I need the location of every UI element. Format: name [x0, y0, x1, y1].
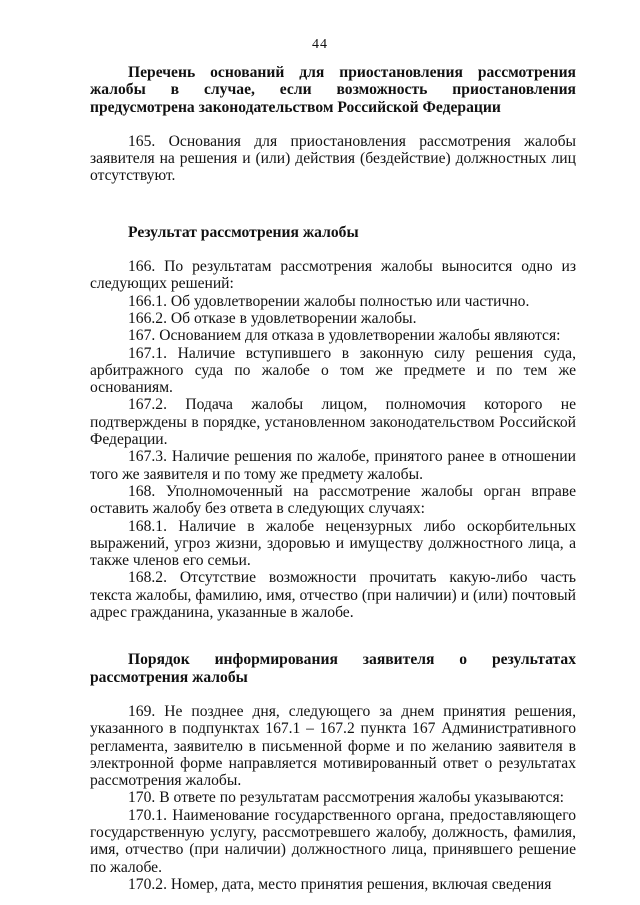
page-number: 44 [312, 37, 328, 52]
paragraph-165: 165. Основания для приостановления рассмотрения жалобы заявителя на решения и (или) действия (бездействие) должностных лиц отсутствуют. [90, 132, 576, 185]
paragraph-168: 168. Уполномоченный на рассмотрение жалобы орган вправе оставить жалобу без ответа в следующих случаях: [90, 482, 576, 518]
paragraph-167-2: 167.2. Подача жалобы лицом, полномочия которого не подтверждены в порядке, установленном законодательством Российской Федерации. [90, 396, 576, 449]
paragraph-168-1: 168.1. Наличие в жалобе нецензурных либо оскорбительных выражений, угроз жизни, здоровью и имуществу должностного лица, а также членов его семьи. [90, 517, 576, 570]
paragraph-166-1: 166.1. Об удовлетворении жалобы полностью или частично. [128, 292, 530, 310]
paragraph-169: 169. Не позднее дня, следующего за днем принятия решения, указанного в подпунктах 167.1 – 167.2 пункта 167 Административного регламента, заявителю в письменной форме и по желанию заявителя в электронной форме направляется мотивированный ответ о результатах рассмотрения жалобы. [90, 702, 576, 790]
paragraph-168-2: 168.2. Отсутствие возможности прочитать какую-либо часть текста жалобы, фамилию, имя, отчество (при наличии) и (или) почтовый адрес гражданина, указанные в жалобе. [90, 569, 576, 622]
paragraph-167-3: 167.3. Наличие решения по жалобе, принятого ранее в отношении того же заявителя и по тому же предмету жалобы. [90, 448, 576, 483]
paragraph-166-2: 166.2. Об отказе в удовлетворении жалобы. [128, 309, 417, 327]
paragraph-166: 166. По результатам рассмотрения жалобы выносится одно из следующих решений: [90, 258, 576, 293]
paragraph-167: 167. Основанием для отказа в удовлетворении жалобы являются: [128, 327, 561, 345]
heading-suspension-grounds: Перечень оснований для приостановления рассмотрения жалобы в случае, если возможность приостановления предусмотрена законодательством Российской Федерации [90, 64, 576, 116]
heading-informing-procedure: Порядок информирования заявителя о результатах рассмотрения жалобы [90, 651, 576, 686]
paragraph-170-2: 170.2. Номер, дата, место принятия решения, включая сведения [128, 875, 552, 893]
paragraph-167-1: 167.1. Наличие вступившего в законную силу решения суда, арбитражного суда по жалобе о том же предмете и по тем же основаниям. [90, 344, 576, 397]
heading-complaint-result: Результат рассмотрения жалобы [128, 223, 359, 241]
paragraph-170-1: 170.1. Наименование государственного органа, предоставляющего государственную услугу, рассмотревшего жалобу, должность, фамилия, имя, отчество (при наличии) должностного лица, принявшего решение по жалобе. [90, 806, 576, 876]
document-body [90, 64, 576, 893]
paragraph-170: 170. В ответе по результатам рассмотрения жалобы указываются: [128, 789, 564, 807]
